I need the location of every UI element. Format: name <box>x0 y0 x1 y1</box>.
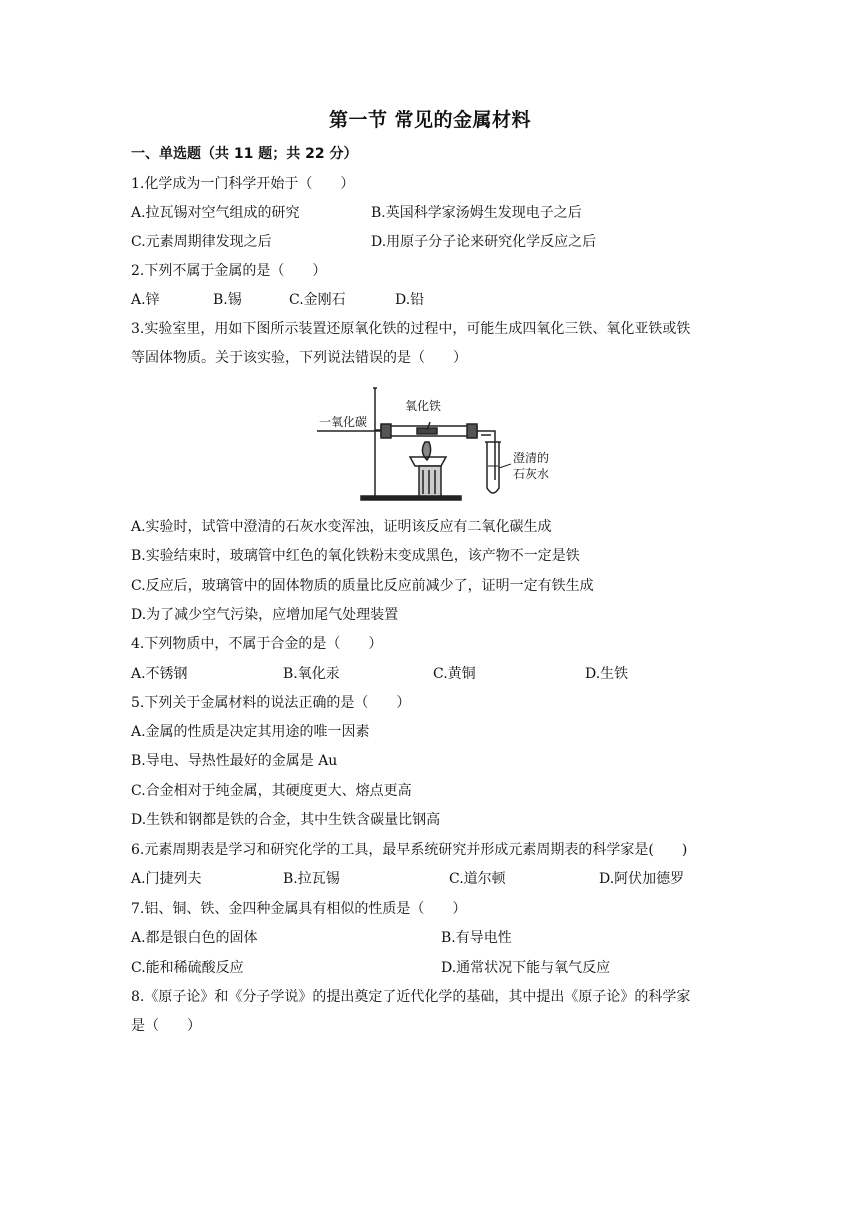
question-5-option-b: B.导电、导热性最好的金属是 Au <box>131 753 338 769</box>
question-7-option-a: A.都是银白色的固体 <box>131 930 258 946</box>
question-3-stem-line-2: 等固体物质。关于该实验，下列说法错误的是（ ） <box>131 350 467 366</box>
question-7-option-b: B.有导电性 <box>441 930 512 946</box>
section-heading: 一、单选题（共 11 题；共 22 分） <box>131 146 358 162</box>
question-1-option-a: A.拉瓦锡对空气组成的研究 <box>131 205 300 221</box>
apparatus-figure <box>315 382 577 502</box>
question-2-option-b: B.锡 <box>213 292 242 308</box>
question-8-stem-line-1: 8.《原子论》和《分子学说》的提出奠定了近代化学的基础，其中提出《原子论》的科学家 <box>131 989 691 1005</box>
question-2-option-d: D.铅 <box>395 292 425 308</box>
page-title: 第一节 常见的金属材料 <box>328 109 532 131</box>
question-4-stem: 4.下列物质中，不属于合金的是（ ） <box>131 636 383 652</box>
question-6-option-b: B.拉瓦锡 <box>283 871 340 887</box>
question-2-option-c: C.金刚石 <box>289 292 346 308</box>
question-7-stem: 7.铝、铜、铁、金四种金属具有相似的性质是（ ） <box>131 901 467 917</box>
question-1-option-d: D.用原子分子论来研究化学反应之后 <box>371 234 597 250</box>
question-3-stem-line-1: 3.实验室里，用如下图所示装置还原氧化铁的过程中，可能生成四氧化三铁、氧化亚铁或铁 <box>131 321 691 337</box>
question-7-option-d: D.通常状况下能与氧气反应 <box>441 960 611 976</box>
question-4-option-b: B.氧化汞 <box>283 666 340 682</box>
question-3-option-b: B.实验结束时，玻璃管中红色的氧化铁粉末变成黑色，该产物不一定是铁 <box>131 548 580 564</box>
question-1-option-c: C.元素周期律发现之后 <box>131 234 272 250</box>
question-8-stem-line-2: 是（ ） <box>131 1018 201 1034</box>
question-2-stem: 2.下列不属于金属的是（ ） <box>131 263 327 279</box>
label-iron-oxide: 氧化铁 <box>405 399 442 413</box>
question-4-option-a: A.不锈钢 <box>131 666 188 682</box>
question-3-option-d: D.为了减少空气污染，应增加尾气处理装置 <box>131 607 399 623</box>
question-6-stem: 6.元素周期表是学习和研究化学的工具，最早系统研究并形成元素周期表的科学家是( ) <box>131 842 688 858</box>
question-1-stem: 1.化学成为一门科学开始于（ ） <box>131 176 355 192</box>
question-1-option-b: B.英国科学家汤姆生发现电子之后 <box>371 205 582 221</box>
question-5-stem: 5.下列关于金属材料的说法正确的是（ ） <box>131 695 411 711</box>
question-7-option-c: C.能和稀硫酸反应 <box>131 960 244 976</box>
label-limewater-line-2: 石灰水 <box>513 467 550 481</box>
question-5-option-a: A.金属的性质是决定其用途的唯一因素 <box>131 724 370 740</box>
question-5-option-d: D.生铁和钢都是铁的合金，其中生铁含碳量比钢高 <box>131 812 441 828</box>
question-3-option-c: C.反应后，玻璃管中的固体物质的质量比反应前减少了，证明一定有铁生成 <box>131 578 594 594</box>
question-4-option-d: D.生铁 <box>585 666 629 682</box>
question-6-option-d: D.阿伏加德罗 <box>599 871 685 887</box>
question-3-option-a: A.实验时，试管中澄清的石灰水变浑浊，证明该反应有二氧化碳生成 <box>131 519 552 535</box>
question-6-option-a: A.门捷列夫 <box>131 871 202 887</box>
question-4-option-c: C.黄铜 <box>433 666 476 682</box>
question-6-option-c: C.道尔顿 <box>449 871 506 887</box>
question-5-option-c: C.合金相对于纯金属，其硬度更大、熔点更高 <box>131 783 412 799</box>
label-carbon-monoxide: 一氧化碳 <box>319 415 368 429</box>
question-2-option-a: A.锌 <box>131 292 160 308</box>
label-limewater-line-1: 澄清的 <box>513 451 550 465</box>
